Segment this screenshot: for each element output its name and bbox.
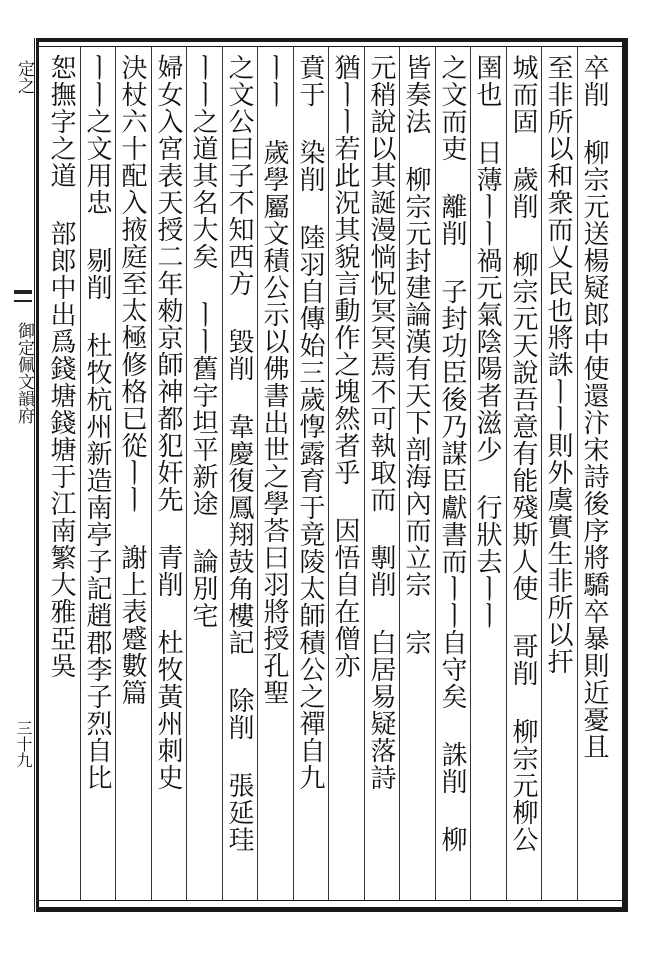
column-rule <box>470 47 471 900</box>
text-column: 之文而吏 離削 子封功臣後乃謀臣獻書而ㅣㅣ自守矣 誅削 柳 <box>437 54 467 853</box>
column-rule <box>257 47 258 900</box>
text-column: ㅣㅣ之文用忠 剔削 杜牧杭州新造南亭子記趙郡李子烈自比 <box>82 54 112 791</box>
column-rule <box>399 47 400 900</box>
column-rule <box>115 47 116 900</box>
frame-left-border <box>36 38 39 912</box>
column-rule <box>364 47 365 900</box>
column-rule <box>151 47 152 900</box>
frame-right-border <box>622 38 628 912</box>
column-rule <box>435 47 436 900</box>
text-column: ㅣㅣ之道其名大矣 ㅣㅣ舊宇坦平新途 論別宅 <box>188 54 218 629</box>
column-rule <box>541 47 542 900</box>
text-column: ㅣㅣ 歲學屬文積公示以佛書出世之學荅曰羽將授孔聖 <box>259 54 289 706</box>
page-number: 三十九 <box>14 720 33 768</box>
frame-top-border <box>36 38 628 42</box>
text-column: 賁于 染削 陸羽自傳始三歲惸露育于竟陵太師積公之禪自九 <box>295 54 325 791</box>
column-rule <box>328 47 329 900</box>
column-rule <box>186 47 187 900</box>
frame-bottom-border <box>36 907 628 912</box>
frame-top-inner-border <box>36 46 628 47</box>
fishtail-mark <box>14 290 32 294</box>
book-title: 御定佩文韻府 <box>14 322 34 424</box>
column-rule <box>80 47 81 900</box>
text-column: 元稍說以其誕漫惝怳冥冥焉不可執取而 剸削 白居易疑落詩 <box>366 54 396 791</box>
frame-bottom-inner-border <box>36 900 628 901</box>
text-column: 圉也 日薄ㅣㅣ禍元氣陰陽者滋少 行狀去ㅣㅣ <box>472 54 502 629</box>
column-rule <box>506 47 507 900</box>
text-column: 恕撫字之道 部郎中出爲錢塘錢塘于江南繁大雅亞吳 <box>46 54 76 679</box>
text-column: 至非所以和衆而乂民也將誅ㅣㅣ則外虞實生非所以扞 <box>543 54 573 675</box>
column-rule <box>577 47 578 900</box>
fishtail-mark-lower <box>14 300 32 302</box>
column-rule <box>222 47 223 900</box>
margin-top-chars: 定之 <box>14 60 34 94</box>
column-rule <box>293 47 294 900</box>
text-column: 決杖六十配入掖庭至太極修格已從ㅣㅣ 謝上表蹙數篇 <box>117 54 147 706</box>
text-column: 皆奏法 柳宗元封建論漢有天下剖海內而立宗 宗 <box>401 54 431 656</box>
text-column: 卒削 柳宗元送楊疑郎中使還汴宋詩後序將驕卒暴則近憂且 <box>579 54 609 760</box>
text-column: 猶ㅣㅣ若此況其貌言動作之塊然者乎 因悟自在僧亦 <box>330 54 360 679</box>
margin-rule <box>34 38 35 912</box>
text-column: 之文公曰子不知西方 毀削 韋慶復鳳翔鼓角樓記 除削 張延珪 <box>224 54 254 853</box>
text-column: 婦女入宮表天授二年勑京師神都犯奸先 青削 杜牧黃州刺史 <box>153 54 183 791</box>
text-column: 城而固 歲削 柳宗元天說吾意有能殘斯人使 哥削 柳宗元柳公 <box>508 54 538 853</box>
